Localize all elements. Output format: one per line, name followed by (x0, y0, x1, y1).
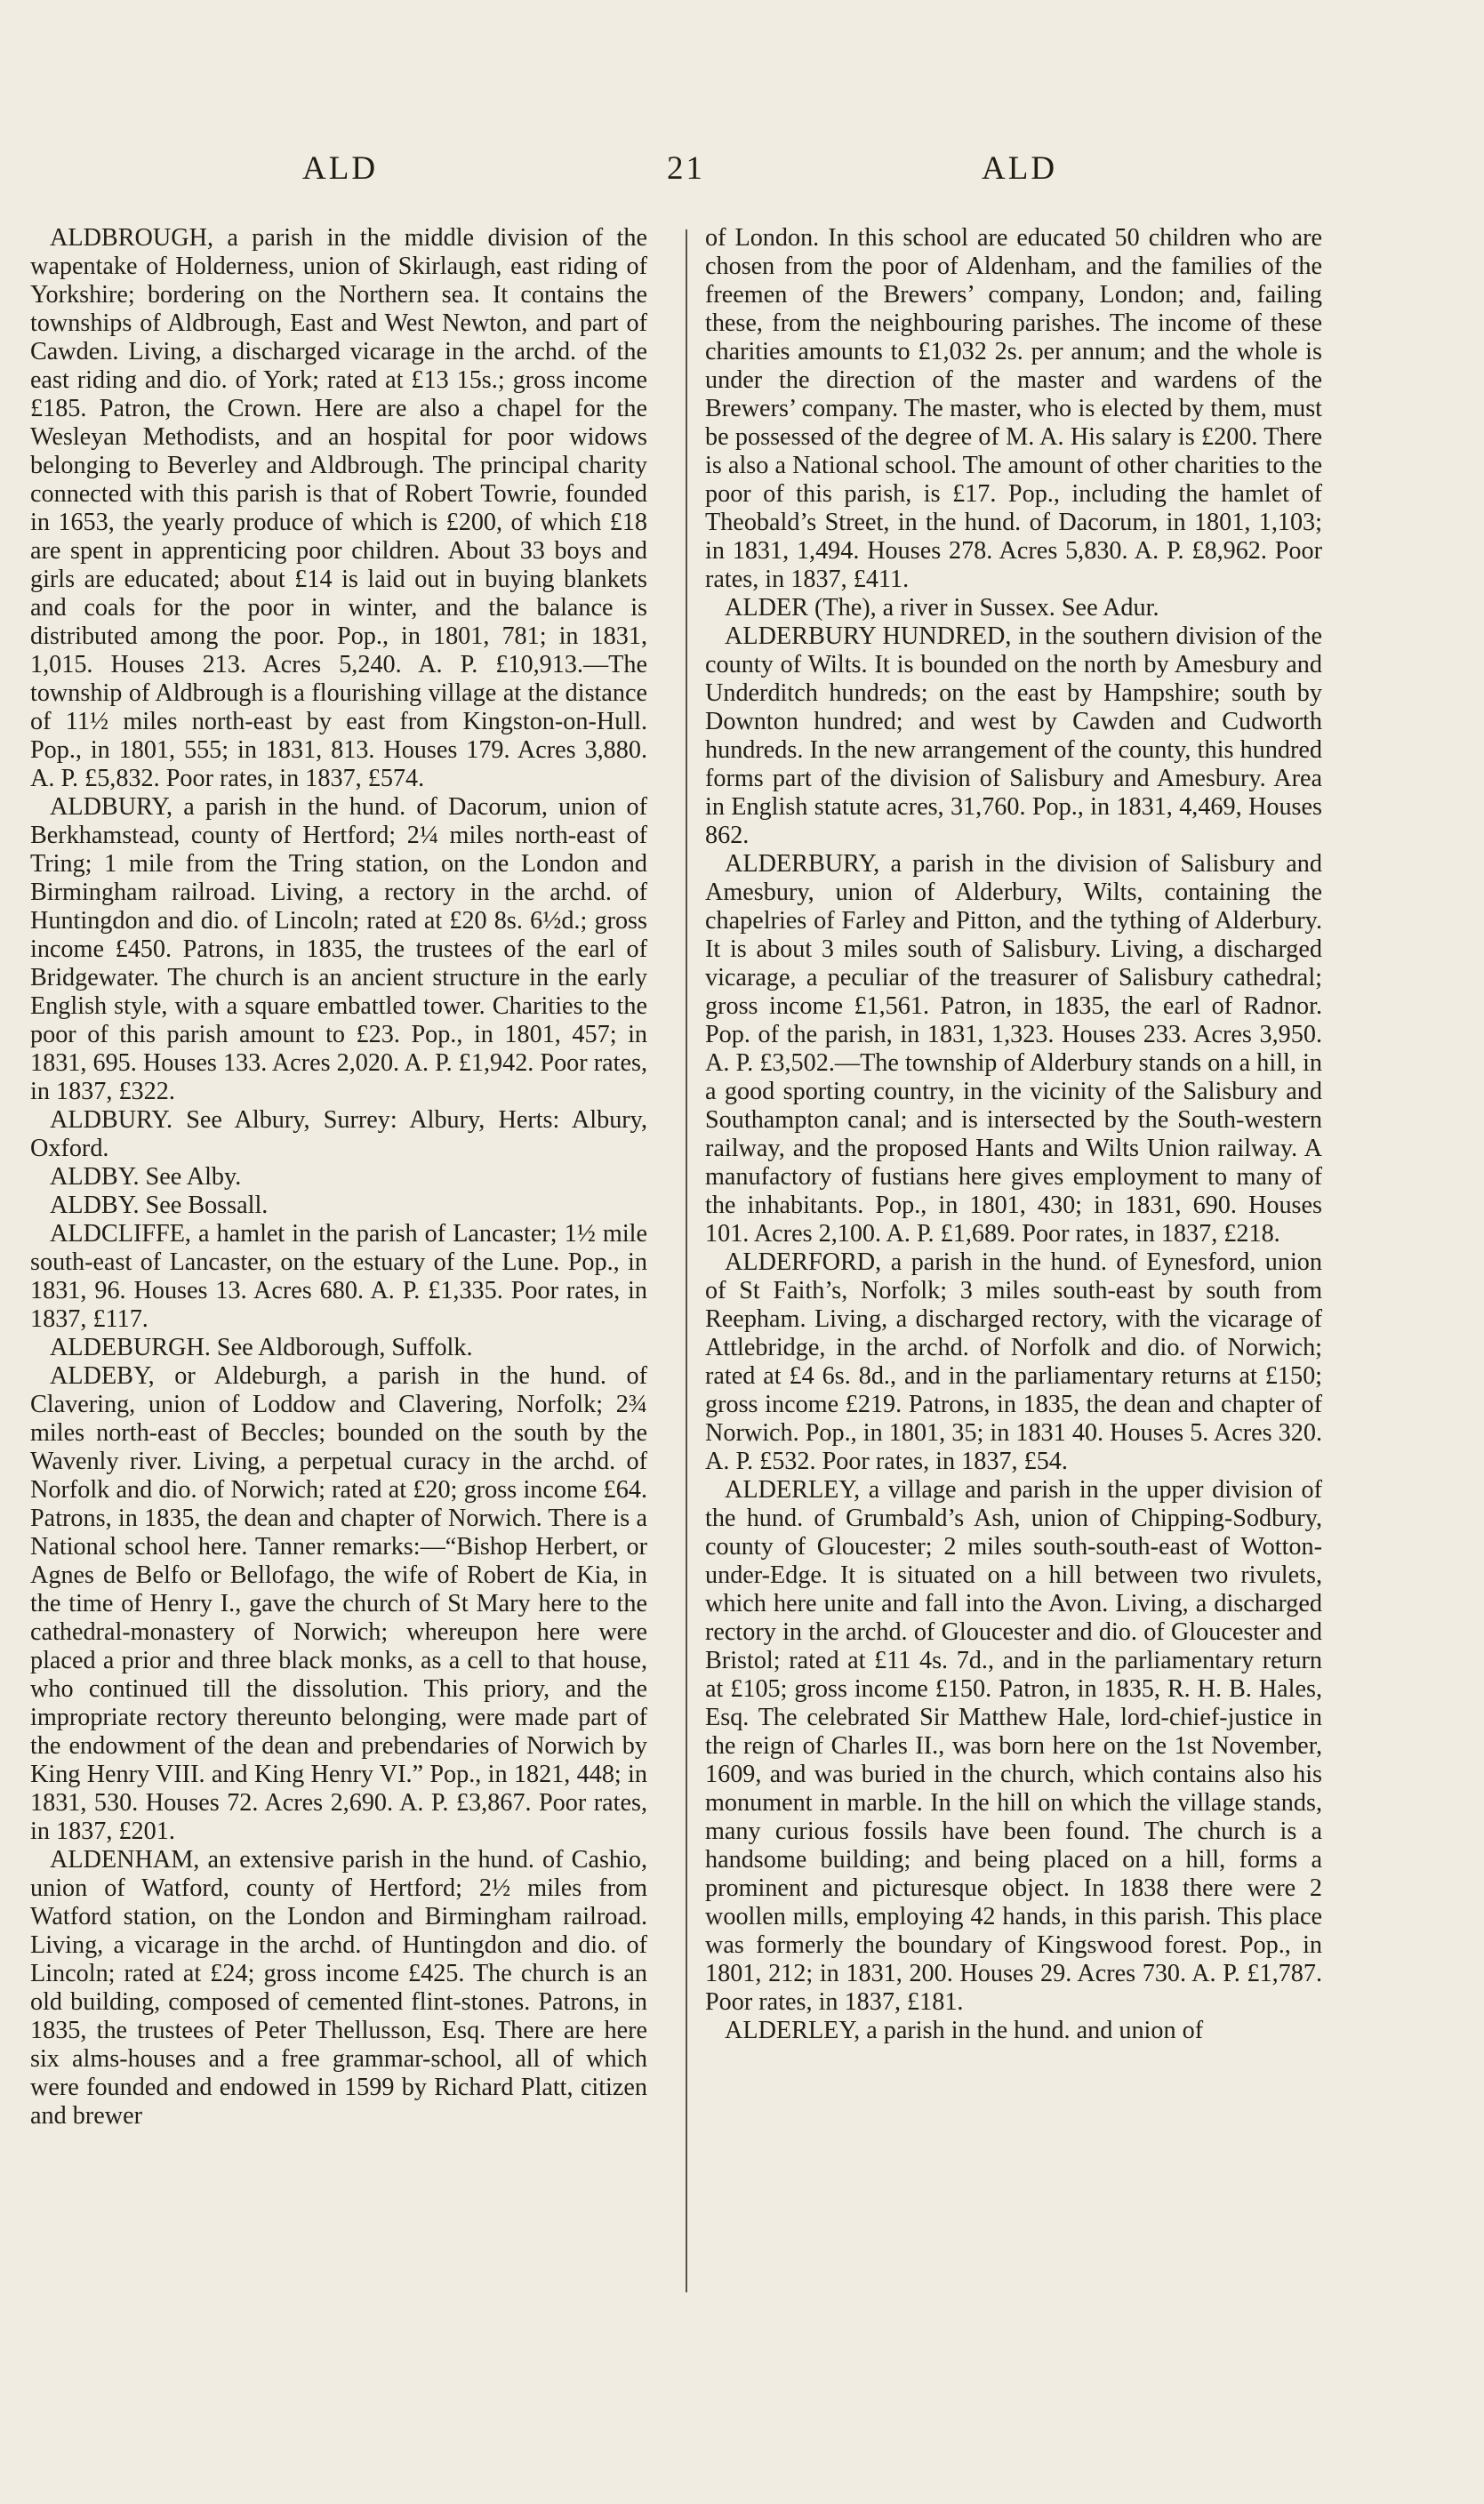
entry-aldbrough: ALDBROUGH, a parish in the middle division of the wapentake of Holderness, union of Skirlaugh, east riding of Yorkshire; bordering on the Northern sea. It contains the townships of Aldbrough, East and West Newton, and part of Cawden. Living, a discharged vicarage in the archd. of the east riding and dio. of York; rated at £13 15s.; gross income £185. Patron, the Crown. Here are also a chapel for the Wesleyan Methodists, and an hospital for poor widows belonging to Beverley and Aldbrough. The principal charity connected with this parish is that of Robert Towrie, founded in 1653, the yearly produce of which is £200, of which £18 are spent in apprenticing poor children. About 33 boys and girls are educated; about £14 is laid out in buying blankets and coals for the poor in winter, and the balance is distributed among the poor. Pop., in 1801, 781; in 1831, 1,015. Houses 213. Acres 5,240. A. P. £10,913.—The township of Aldbrough is a flourishing village at the distance of 11½ miles north-east by east from Kingston-on-Hull. Pop., in 1801, 555; in 1831, 813. Houses 179. Acres 3,880. A. P. £5,832. Poor rates, in 1837, £574. (30, 224, 647, 792)
entry-alderbury: ALDERBURY, a parish in the division of Salisbury and Amesbury, union of Alderbury, Wilts, containing the chapelries of Farley and Pitton, and the tything of Alderbury. It is about 3 miles south of Salisbury. Living, a discharged vicarage, a peculiar of the treasurer of Salisbury cathedral; gross income £1,561. Patron, in 1835, the earl of Radnor. Pop. of the parish, in 1831, 1,323. Houses 233. Acres 3,950. A. P. £3,502.—The township of Alderbury stands on a hill, in a good sporting country, in the vicinity of the Salisbury and Southampton canal; and is intersected by the South-western railway, and the proposed Hants and Wilts Union railway. A manufactory of fustians here gives employment to many of the inhabitants. Pop., in 1801, 430; in 1831, 690. Houses 101. Acres 2,100. A. P. £1,689. Poor rates, in 1837, £218. (705, 850, 1322, 1248)
entry-aldcliffe: ALDCLIFFE, a hamlet in the parish of Lancaster; 1½ mile south-east of Lancaster, on the estuary of the Lune. Pop., in 1831, 96. Houses 13. Acres 680. A. P. £1,335. Poor rates, in 1837, £117. (30, 1220, 647, 1333)
entry-alderbury-hundred: ALDERBURY HUNDRED, in the southern division of the county of Wilts. It is bounded on the north by Amesbury and Underditch hundreds; on the east by Hampshire; south by Downton hundred; and west by Cawden and Cudworth hundreds. In the new arrangement of the county, this hundred forms part of the division of Salisbury and Amesbury. Area in English statute acres, 31,760. Pop., in 1831, 4,469, Houses 862. (705, 622, 1322, 849)
header-right-keyword: ALD (982, 150, 1058, 187)
entry-alderley-gloucester: ALDERLEY, a village and parish in the upper division of the hund. of Grumbald’s Ash, union of Chipping-Sodbury, county of Gloucester; 2 miles south-south-east of Wotton-under-Edge. It is situated on a hill between two rivulets, which here unite and fall into the Avon. Living, a discharged rectory in the archd. of Gloucester and dio. of Gloucester and Bristol; rated at £11 4s. 7d., and in the parliamentary return at £105; gross income £150. Patron, in 1835, R. H. B. Hales, Esq. The celebrated Sir Matthew Hale, lord-chief-justice in the reign of Charles II., was born here on the 1st November, 1609, and was buried in the church, which contains also his monument in marble. In the hill on which the village stands, many curious fossils have been found. The church is a handsome building; and being placed on a hill, forms a prominent and picturesque object. In 1838 there were 2 woollen mills, employing 42 hands, in this parish. This place was formerly the boundary of Kingswood forest. Pop., in 1801, 212; in 1831, 200. Houses 29. Acres 730. A. P. £1,787. Poor rates, in 1837, £181. (705, 1476, 1322, 2016)
entry-aldeby: ALDEBY, or Aldeburgh, a parish in the hund. of Clavering, union of Loddow and Clavering, Norfolk; 2¾ miles north-east of Beccles; bounded on the south by the Wavenly river. Living, a perpetual curacy in the archd. of Norfolk and dio. of Norwich; rated at £20; gross income £64. Patrons, in 1835, the dean and chapter of Norwich. There is a National school here. Tanner remarks:—“Bishop Herbert, or Agnes de Belfo or Bellofago, the wife of Robert de Kia, in the time of Henry I., gave the church of St Mary here to the cathedral-monastery of Norwich; whereupon here were placed a prior and three black monks, as a cell to that house, who continued till the dissolution. This priory, and the impropriate rectory thereunto belonging, were made part of the endowment of the dean and prebendaries of Norwich by King Henry VIII. and King Henry VI.” Pop., in 1821, 448; in 1831, 530. Houses 72. Acres 2,690. A. P. £3,867. Poor rates, in 1837, £201. (30, 1362, 647, 1845)
entry-alderford: ALDERFORD, a parish in the hund. of Eynesford, union of St Faith’s, Norfolk; 3 miles south-east by south from Reepham. Living, a discharged rectory, with the vicarage of Attlebridge, in the archd. of Norfolk and dio. of Norwich; rated at £4 6s. 8d., and in the parliamentary returns at £150; gross income £219. Patrons, in 1835, the dean and chapter of Norwich. Pop., in 1801, 35; in 1831 40. Houses 5. Acres 320. A. P. £532. Poor rates, in 1837, £54. (705, 1248, 1322, 1475)
entry-alder: ALDER (The), a river in Sussex. See Adur. (725, 594, 1159, 622)
left-column (30, 224, 647, 2131)
entry-aldenham-continued: of London. In this school are educated 50 children who are chosen from the poor of Aldenham, and the families of the freemen of the Brewers’ company, London; and, failing these, from the neighbouring parishes. The income of these charities amounts to £1,032 2s. per annum; and the whole is under the direction of the master and wardens of the Brewers’ company. The master, who is elected by them, must be possessed of the degree of M. A. His salary is £200. There is also a National school. The amount of other charities to the poor of this parish, is £17. Pop., including the hamlet of Theobald’s Street, in the hund. of Dacorum, in 1801, 1,103; in 1831, 1,494. Houses 278. Acres 5,830. A. P. £8,962. Poor rates, in 1837, £411. (705, 224, 1322, 593)
column-divider (686, 229, 687, 2292)
running-head (0, 149, 1484, 194)
entry-aldeburgh: ALDEBURGH. See Aldborough, Suffolk. (50, 1334, 473, 1361)
header-left-keyword: ALD (302, 150, 379, 187)
right-column (705, 224, 1322, 2045)
entry-aldenham: ALDENHAM, an extensive parish in the hund. of Cashio, union of Watford, county of Hertford; 2½ miles from Watford station, on the London and Birmingham railroad. Living, a vicarage in the archd. of Huntingdon and dio. of Lincoln; rated at £24; gross income £425. The church is an old building, composed of cemented flint-stones. Patrons, in 1835, the trustees of Peter Thellusson, Esq. There are here six alms-houses and a free grammar-school, all of which were founded and endowed in 1599 by Richard Platt, citizen and brewer (30, 1846, 647, 2130)
entry-aldby-alby: ALDBY. See Alby. (50, 1163, 242, 1191)
entry-aldbury: ALDBURY, a parish in the hund. of Dacorum, union of Berkhamstead, county of Hertford; 2¼ miles north-east of Tring; 1 mile from the Tring station, on the London and Birmingham railroad. Living, a rectory in the archd. of Huntingdon and dio. of Lincoln; rated at £20 8s. 6½d.; gross income £450. Patrons, in 1835, the trustees of the earl of Bridgewater. The church is an ancient structure in the early English style, with a square embattled tower. Charities to the poor of this parish amount to £23. Pop., in 1801, 457; in 1831, 695. Houses 133. Acres 2,020. A. P. £1,942. Poor rates, in 1837, £322. (30, 793, 647, 1105)
entry-alderley-next: ALDERLEY, a parish in the hund. and union of (725, 2017, 1204, 2044)
page-number: 21 (667, 150, 705, 187)
entry-aldbury-see: ALDBURY. See Albury, Surrey: Albury, Herts: Albury, Oxford. (30, 1106, 647, 1162)
entry-aldby-bossall: ALDBY. See Bossall. (50, 1192, 269, 1219)
